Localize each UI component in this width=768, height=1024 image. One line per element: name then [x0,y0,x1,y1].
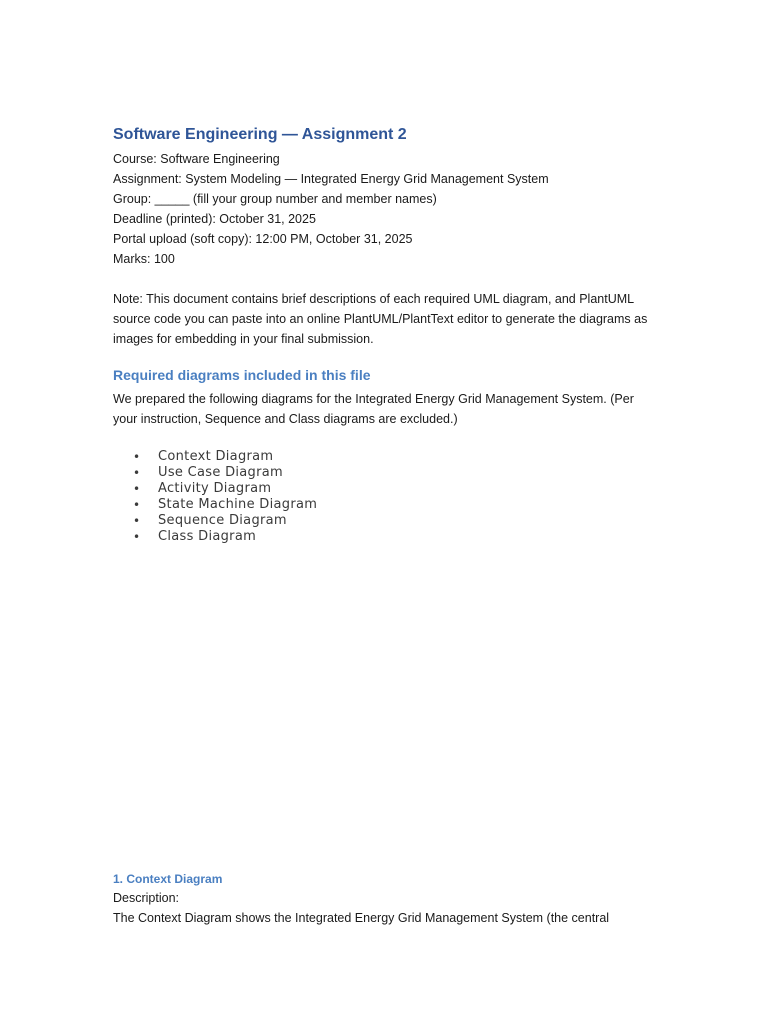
meta-portal-upload: Portal upload (soft copy): 12:00 PM, October 31, 2025 [113,232,413,246]
section-description-label: Description: [113,891,179,905]
required-diagrams-intro: We prepared the following diagrams for the Integrated Energy Grid Management System. (Per your instruction, Sequence and Class diagrams are excluded.) [113,392,634,426]
meta-group: Group: _____ (fill your group number and member names) [113,192,437,206]
list-item-label: Use Case Diagram [158,465,283,480]
bullet-icon: • [133,450,141,464]
section-heading: 1. Context Diagram [113,872,223,886]
diagram-list [113,449,658,545]
meta-assignment: Assignment: System Modeling — Integrated Energy Grid Management System [113,172,549,186]
list-item [113,465,658,481]
list-item [113,513,658,529]
list-item-label: Sequence Diagram [158,513,287,528]
meta-block [113,149,658,269]
document-title: Software Engineering — Assignment 2 [113,126,407,143]
meta-deadline: Deadline (printed): October 31, 2025 [113,212,316,226]
list-item-label: Class Diagram [158,529,257,544]
bullet-icon: • [133,482,141,496]
document-body [113,125,658,545]
section-description-text: The Context Diagram shows the Integrated Energy Grid Management System (the central [113,911,610,925]
required-diagrams-heading: Required diagrams included in this file [113,367,371,383]
list-item [113,481,658,497]
section-context-diagram [113,870,658,928]
list-item [113,529,658,545]
list-item [113,449,658,465]
bullet-icon: • [133,466,141,480]
bullet-icon: • [133,530,141,544]
bullet-icon: • [133,514,141,528]
list-item-label: State Machine Diagram [158,497,318,512]
bullet-icon: • [133,498,141,512]
meta-course: Course: Software Engineering [113,152,280,166]
list-item-label: Activity Diagram [158,481,272,496]
list-item [113,497,658,513]
note-paragraph: Note: This document contains brief descriptions of each required UML diagram, and PlantUML source code you can paste into an online PlantUML/PlantText editor to generate the diagrams as images for embedding in your final submission. [113,292,648,346]
meta-marks: Marks: 100 [113,252,175,266]
list-item-label: Context Diagram [158,449,274,464]
